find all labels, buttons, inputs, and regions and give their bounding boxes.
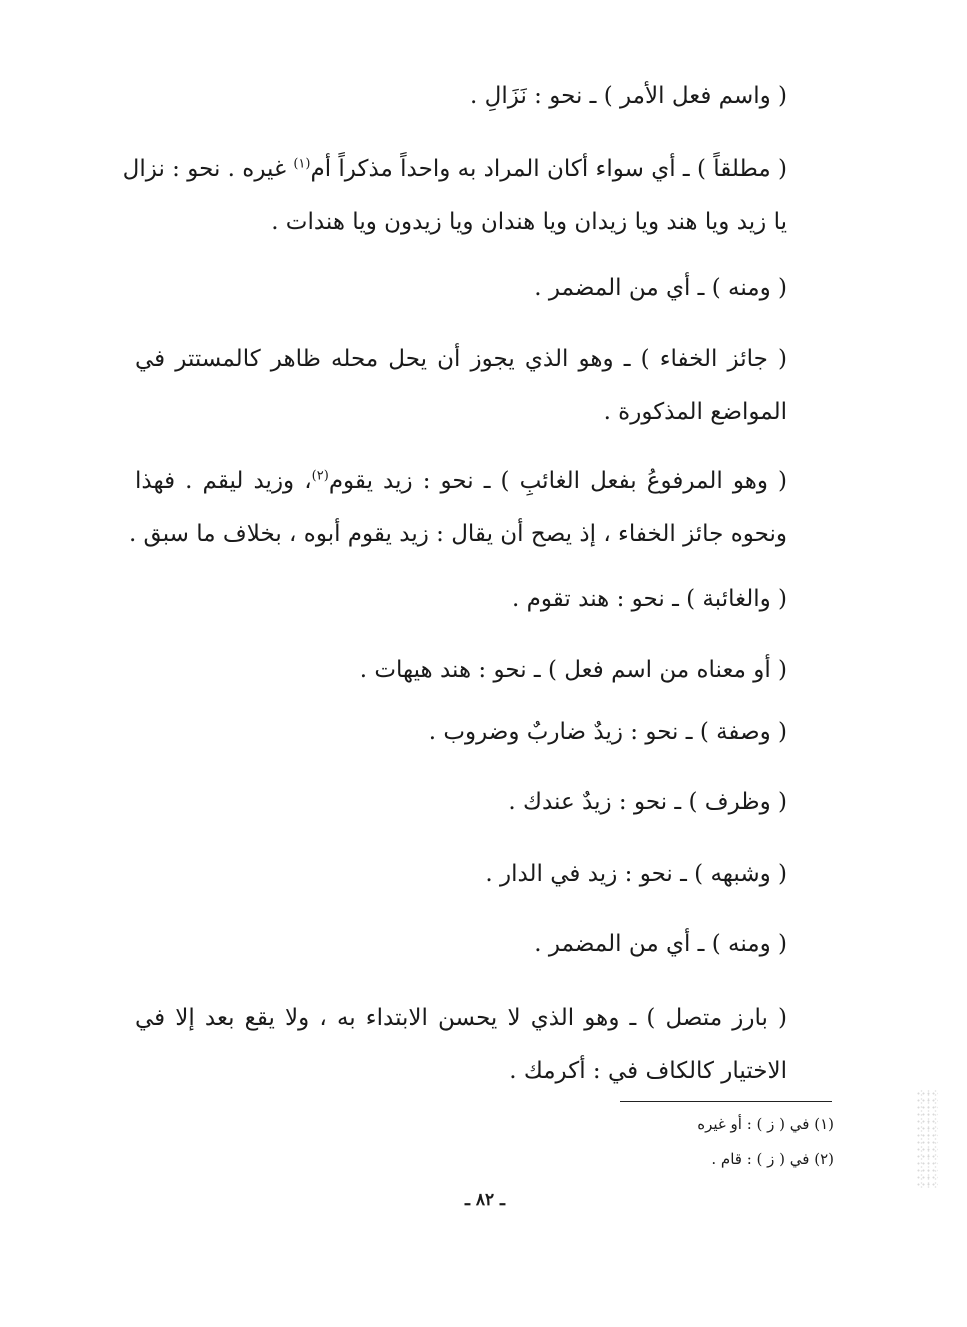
line: يا زيد ويا هند ويا زيدان ويا هندان ويا زيدون ويا هندات . xyxy=(271,209,787,235)
paragraph-8 xyxy=(130,706,787,759)
footnote-1: (١) في ( ز ) : أو غيره xyxy=(697,1115,834,1133)
line-text: ( مطلقاً ) ـ أي سواء أكان المراد به واحداً مذكراً أم xyxy=(310,156,787,182)
paragraph-9 xyxy=(130,776,787,829)
line: ( وظرف ) ـ نحو : زيدٌ عندك . xyxy=(508,789,787,815)
paragraph-1 xyxy=(130,70,787,123)
page-number: ـ ٨٢ ـ xyxy=(464,1190,506,1210)
paragraph-5 xyxy=(128,455,787,561)
paragraph-7 xyxy=(130,644,787,697)
line: ( بارز متصل ) ـ وهو الذي لا يحسن الابتداء به ، ولا يقع بعد إلا في xyxy=(135,1005,787,1031)
line: ( واسم فعل الأمر ) ـ نحو : نَزَالِ . xyxy=(470,83,787,109)
line: ( أو معناه من اسم فعل ) ـ نحو : هند هيهات . xyxy=(359,657,787,683)
paragraph-3 xyxy=(130,262,787,315)
scan-noise xyxy=(916,1090,938,1190)
line: ( ومنه ) ـ أي من المضمر . xyxy=(534,931,787,957)
line-text: ( وهو المرفوعُ بفعل الغائبِ ) ـ نحو : زيد يقوم xyxy=(328,468,787,494)
footnote-divider xyxy=(620,1101,832,1102)
paragraph-4 xyxy=(135,333,787,439)
paragraph-11 xyxy=(130,918,787,971)
line: ونحوه جائز الخفاء ، إذ يصح أن يقال : زيد يقوم أبوه ، بخلاف ما سبق . xyxy=(128,521,787,547)
line xyxy=(122,143,787,196)
line: ( ومنه ) ـ أي من المضمر . xyxy=(534,275,787,301)
line: ( والغائبة ) ـ نحو : هند تقوم . xyxy=(512,586,787,612)
footnote-2: (٢) في ( ز ) : قام . xyxy=(711,1150,834,1168)
paragraph-12 xyxy=(135,992,787,1098)
line: الاختيار كالكاف في : أكرمك . xyxy=(509,1058,787,1084)
paragraph-6 xyxy=(130,573,787,626)
paragraph-2 xyxy=(122,143,787,249)
footnote-mark-2: (٢) xyxy=(311,468,329,484)
paragraph-10 xyxy=(130,848,787,901)
line: ( وشبهه ) ـ نحو : زيد في الدار . xyxy=(485,861,787,887)
footnote-mark-1: (١) xyxy=(293,156,311,172)
line-text: ، وزيد ليقم . فهذا xyxy=(135,468,312,494)
line: ( وصفة ) ـ نحو : زيدٌ ضاربٌ وضروب . xyxy=(428,719,787,745)
line: المواضع المذكورة . xyxy=(603,399,787,425)
line: ( جائز الخفاء ) ـ وهو الذي يجوز أن يحل محله ظاهر كالمستتر في xyxy=(135,346,787,372)
line-text: غيره . نحو : نزال xyxy=(122,156,287,182)
line xyxy=(135,455,787,508)
